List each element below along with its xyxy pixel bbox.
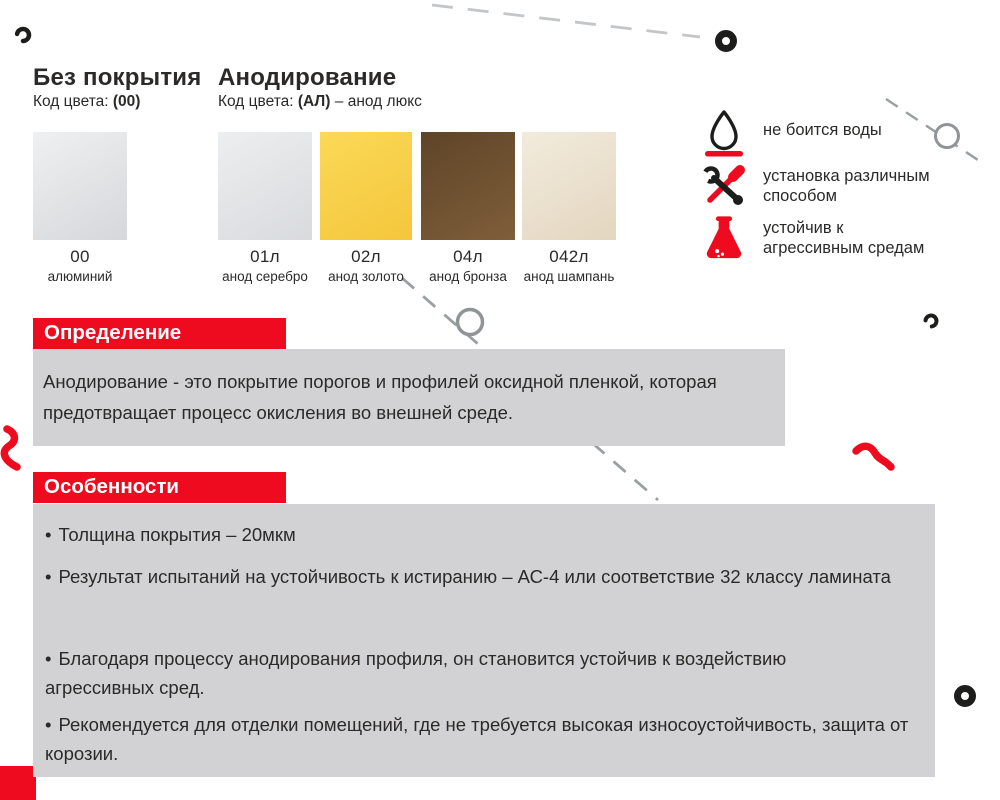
features-heading: Особенности xyxy=(33,472,286,503)
arc-decoration-top-left xyxy=(16,28,30,42)
bullet-marker: • xyxy=(45,714,52,735)
arc-decoration-right xyxy=(925,315,938,328)
swatch-color-sample xyxy=(33,132,127,240)
benefit-label: установка различным способом xyxy=(763,167,930,205)
swatch-anod-bronze xyxy=(421,132,515,284)
squiggle-decoration-right xyxy=(856,446,891,467)
swatch-anod-gold xyxy=(320,132,412,284)
flask-icon xyxy=(700,214,748,264)
definition-text: Анодирование - это покрытие порогов и профилей оксидной пленкой, которая предотвращает процесс окисления во внешней среде. xyxy=(43,371,717,423)
swatch-code: 02л xyxy=(351,247,381,266)
donut-decoration-bottom-right xyxy=(958,689,973,704)
no-coating-title: Без покрытия xyxy=(33,64,202,91)
bullet-marker: • xyxy=(45,566,52,587)
swatch-color-sample xyxy=(320,132,412,240)
swatch-code: 04л xyxy=(453,247,483,266)
no-coating-subtitle xyxy=(33,93,140,111)
squiggle-decoration-left xyxy=(4,429,17,467)
bullet-text: Толщина покрытия – 20мкм xyxy=(58,524,296,545)
swatch-anod-champagne xyxy=(522,132,616,284)
benefit-water xyxy=(700,110,970,158)
swatch-aluminium xyxy=(33,132,127,284)
feature-bullet xyxy=(45,520,915,549)
dashed-line-decoration-top xyxy=(432,5,700,37)
bullet-text: Рекомендуется для отделки помещений, где не требуется высокая износоустойчивость, защита от корозии. xyxy=(45,714,909,764)
swatch-code: 00 xyxy=(70,247,90,266)
swatch-name: анод золото xyxy=(328,269,404,284)
swatch-color-sample xyxy=(421,132,515,240)
donut-decoration-top xyxy=(719,34,734,49)
definition-heading: Определение xyxy=(33,318,286,349)
benefit-label: не боится воды xyxy=(763,121,882,139)
swatch-name: алюминий xyxy=(47,269,113,284)
water-drop-icon xyxy=(700,110,748,158)
feature-bullet xyxy=(45,644,885,702)
red-corner-decoration xyxy=(0,766,36,800)
feature-bullet xyxy=(45,562,925,591)
benefit-chemical-resistance xyxy=(700,214,970,264)
anodizing-code-label: Код цвета: xyxy=(218,93,294,110)
no-coating-code: (00) xyxy=(112,93,141,110)
definition-box xyxy=(33,349,785,446)
feature-bullet xyxy=(45,710,930,768)
bullet-text: Результат испытаний на устойчивость к истиранию – АС-4 или соответствие 32 классу ламината xyxy=(58,566,891,587)
swatch-name: анод бронза xyxy=(429,269,507,284)
benefit-installation xyxy=(700,164,970,208)
bullet-marker: • xyxy=(45,524,52,545)
bullet-text: Благодаря процессу анодирования профиля, он становится устойчив к воздействию агрессивных сред. xyxy=(45,648,787,698)
benefit-label: устойчив к агрессивным средам xyxy=(763,219,925,257)
swatch-name: анод серебро xyxy=(222,269,308,284)
swatch-code: 042л xyxy=(549,247,589,266)
features-box xyxy=(33,504,935,777)
ring-decoration-middle xyxy=(458,310,483,335)
no-coating-code-label: Код цвета: xyxy=(33,93,109,110)
anodizing-suffix: – анод люкс xyxy=(334,93,422,110)
wrench-screwdriver-icon xyxy=(700,164,748,208)
swatch-code: 01л xyxy=(250,247,280,266)
anodizing-subtitle xyxy=(218,93,422,111)
swatch-name: анод шампань xyxy=(523,269,615,284)
bullet-marker: • xyxy=(45,648,52,669)
swatch-color-sample xyxy=(218,132,312,240)
swatch-anod-silver xyxy=(218,132,312,284)
anodizing-title: Анодирование xyxy=(218,64,397,91)
anodizing-code: (АЛ) xyxy=(297,93,331,110)
swatch-color-sample xyxy=(522,132,616,240)
